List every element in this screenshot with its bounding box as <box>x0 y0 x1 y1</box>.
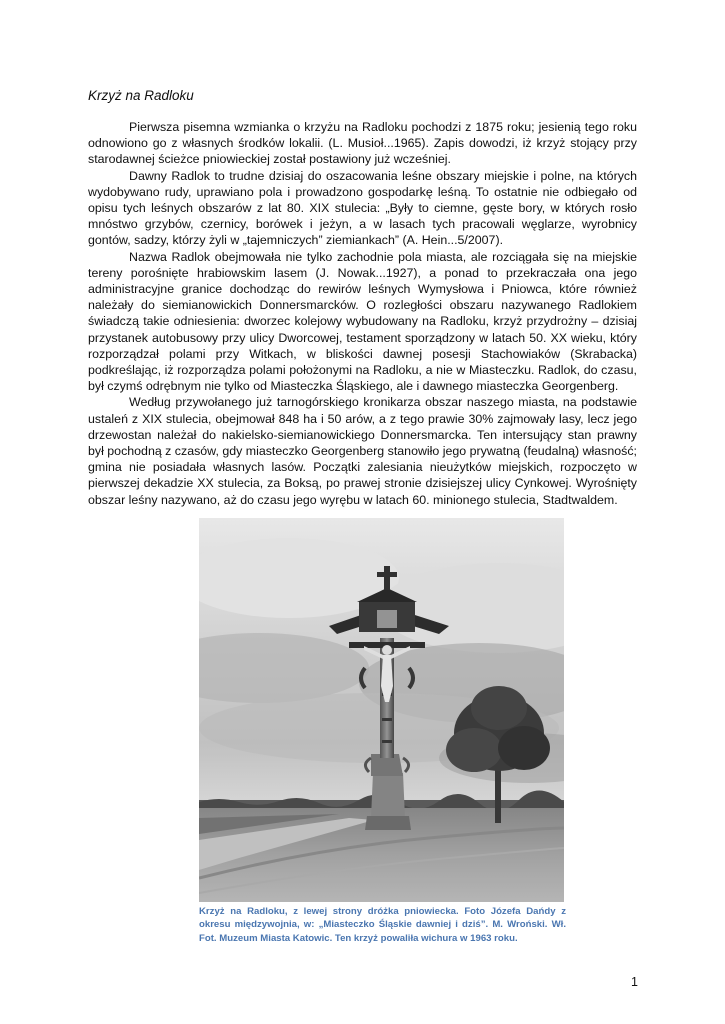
body-text <box>88 119 637 508</box>
paragraph: Dawny Radlok to trudne dzisiaj do oszacowania leśne obszary miejskie i polne, na których wydobywano rudy, uprawiano pola i prowadzono gospodarkę leśną. To ostatnie nie odbiegało od opisu tych leśnych obszarów z lat 80. XIX stulecia: „Były to ciemne, gęste bory, w których rosło mnóstwo grzybów, czernicy, borówek i jeżyn, a w lasach tych pracowali węglarze, wyrobnicy gontów, sadzy, którzy żyli w „tajemniczych” ziemiankach” (A. Hein...5/2007). <box>88 168 637 248</box>
paragraph: Według przywołanego już tarnogórskiego kronikarza obszar naszego miasta, na podstawie ustaleń z XIX stulecia, obejmował 848 ha i 50 arów, a z tego prawie 30% zajmowały lasy, lecz jego drzewostan należał do nakielsko-siemianowickiego Donnersmarcka. Ten intersujący stan prawny był pochodną z czasów, gdy miasteczko Georgenberg stanowiło jego prywatną (feudalną) własność; gmina nie posiadała własnych lasów. Początki zalesiania nieużytków miejskich, rozpoczęto w pierwszej dekadzie XX stulecia, za Boksą, po prawej stronie dzisiejszej ulicy Cynkowej. Wyrośnięty obszar leśny nazywano, aż do czasu jego wyrębu w latach 60. minionego stulecia, Stadtwaldem. <box>88 395 637 507</box>
paragraph: Pierwsza pisemna wzmianka o krzyżu na Radloku pochodzi z 1875 roku; jesienią tego roku odnowiono go z własnych środków lokalii. (L. Musioł...1965). Zapis dowodzi, iż krzyż stojący przy starodawnej ścieżce pniowieckiej został postawiony już wcześniej. <box>88 120 637 167</box>
paragraph: Nazwa Radlok obejmowała nie tylko zachodnie pola miasta, ale rozciągała się na miejskie tereny porośnięte hrabiowskim lasem (J. Nowak...1927), a ponad to przekraczała ona jego administracyjne granice dochodząc do rewirów leśnych Wymysłowa i Pniowca, które również należały do siemianowickich Donnersmarcków. O rozległości obszaru nazywanego Radlokiem świadczą takie odniesienia: dworzec kolejowy wybudowany na Radloku, krzyż przydrożny – dzisiaj przystanek autobusowy przy ulicy Dworcowej, testament sporządzony w latach 50. XX wieku, który rozporządzał polami przy Witkach, w bliskości dawnej posesji Stachowiaków (Skrabacka) podkreślając, iż rozporządza polami położonymi na Radloku, a nie w Miasteczku. Radlok, do czasu, był czymś odrębnym nie tylko od Miasteczka Śląskiego, ale i dawnego miasteczka Georgenberg. <box>88 249 637 394</box>
historical-photo-wayside-cross <box>199 518 564 902</box>
figure-caption: Krzyż na Radloku, z lewej strony dróżka pniowiecka. Foto Józefa Dańdy z okresu międzywojnia, w: „Miasteczko Śląskie dawniej i dziś”. M. Wroński. Wł. Fot. Muzeum Miasta Katowic. Ten krzyż powaliła wichura w 1963 roku. <box>199 906 566 944</box>
page-number: 1 <box>631 975 638 989</box>
section-heading: Krzyż na Radloku <box>88 88 194 103</box>
